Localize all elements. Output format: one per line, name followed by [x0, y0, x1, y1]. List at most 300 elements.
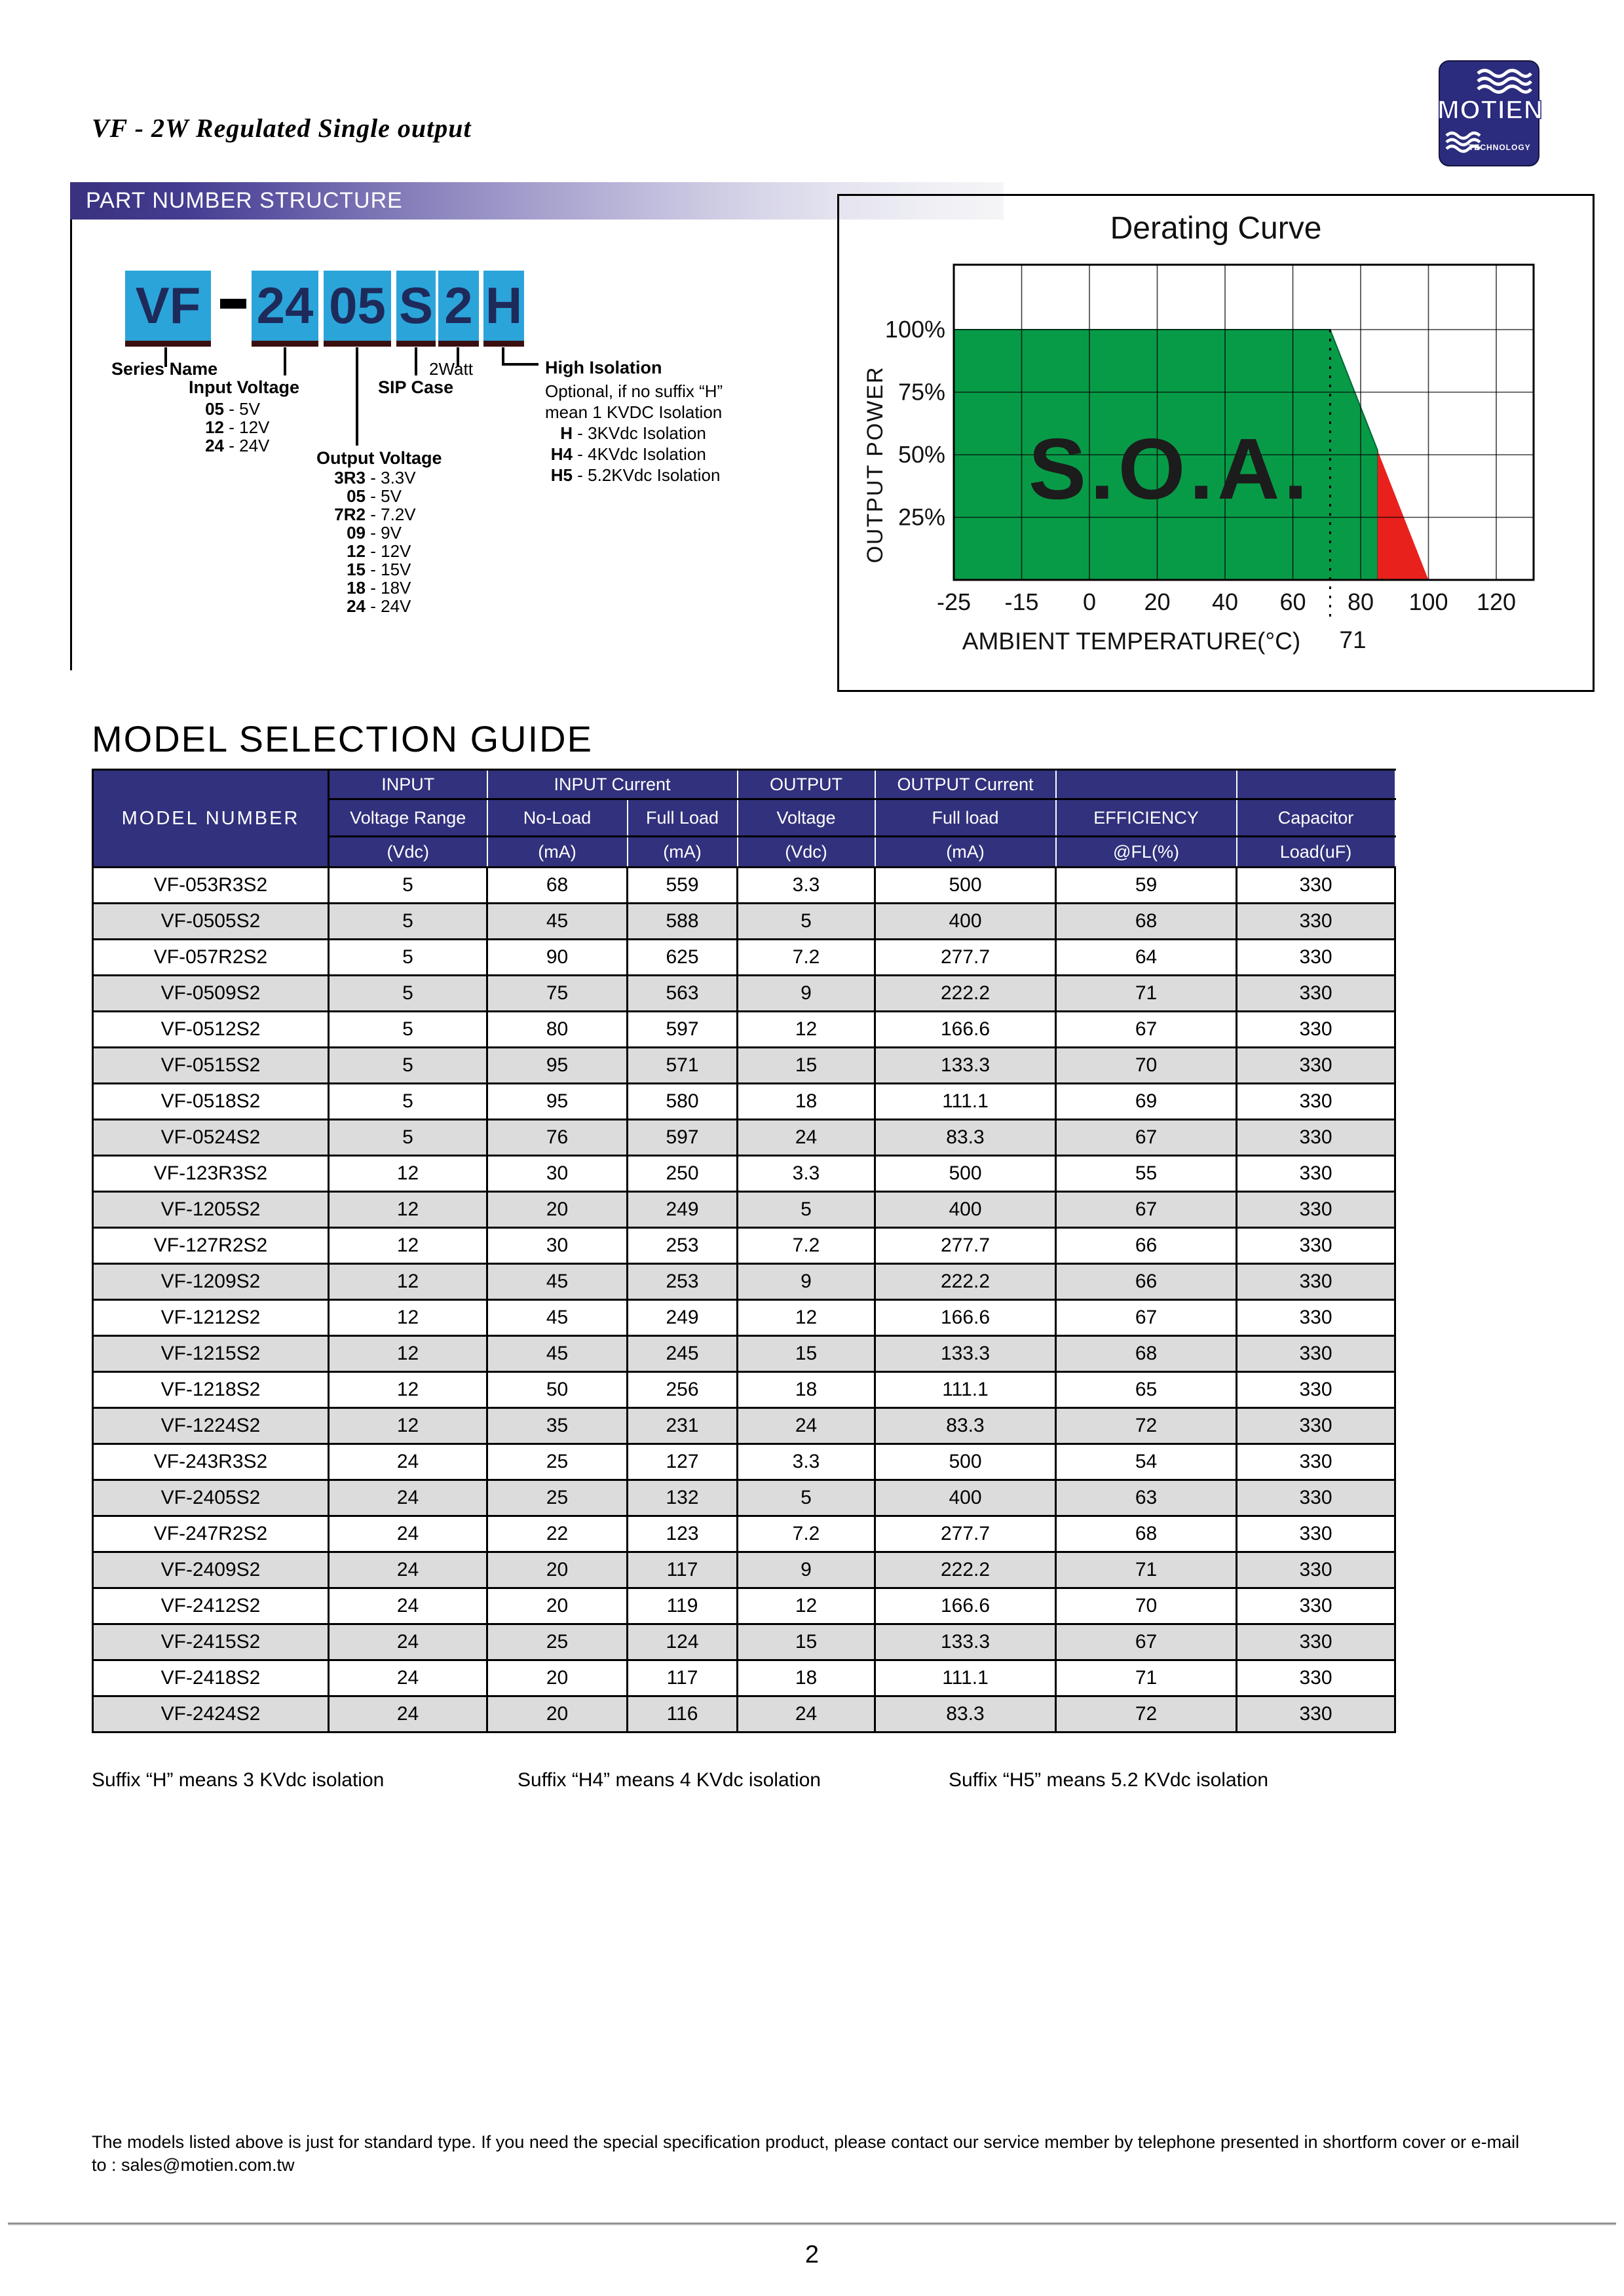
value-cell: 54: [1056, 1444, 1237, 1480]
model-selection-title: MODEL SELECTION GUIDE: [92, 718, 593, 759]
value-cell: 500: [875, 1444, 1056, 1480]
high-isolation-item: [545, 465, 720, 486]
value-cell: 117: [628, 1552, 738, 1588]
input-voltage-code: 24: [205, 436, 224, 455]
x-tick-100: 100: [1408, 588, 1448, 615]
value-cell: 111.1: [875, 1372, 1056, 1408]
value-cell: 15: [738, 1048, 875, 1084]
model-number-cell: VF-0518S2: [93, 1084, 329, 1120]
high-isolation-heading: High Isolation: [545, 358, 662, 377]
value-cell: 330: [1237, 1660, 1395, 1696]
model-number-cell: VF-2415S2: [93, 1624, 329, 1660]
x-axis-title: AMBIENT TEMPERATURE(°C): [962, 628, 1301, 655]
value-cell: 55: [1056, 1156, 1237, 1192]
input-voltage-value: - 12V: [224, 417, 270, 437]
table-row: [93, 940, 1395, 976]
model-number-cell: VF-1218S2: [93, 1372, 329, 1408]
output-voltage-code: 24: [347, 596, 366, 616]
y-axis-title: OUTPUT POWER: [863, 366, 888, 564]
value-cell: 5: [329, 1048, 487, 1084]
value-cell: 24: [738, 1120, 875, 1156]
high-isolation-value: - 4KVdc Isolation: [573, 444, 706, 464]
model-number-cell: VF-1215S2: [93, 1336, 329, 1372]
value-cell: 80: [487, 1012, 628, 1048]
value-cell: 15: [738, 1624, 875, 1660]
value-cell: 330: [1237, 1048, 1395, 1084]
header-no-load: No-Load: [487, 799, 628, 837]
value-cell: 133.3: [875, 1624, 1056, 1660]
table-row: [93, 1012, 1395, 1048]
value-cell: 5: [329, 1012, 487, 1048]
value-cell: 330: [1237, 1372, 1395, 1408]
value-cell: 95: [487, 1048, 628, 1084]
value-cell: 12: [329, 1408, 487, 1444]
table-row: [93, 868, 1395, 904]
value-cell: 67: [1056, 1300, 1237, 1336]
model-number-cell: VF-057R2S2: [93, 940, 329, 976]
model-number-cell: VF-0505S2: [93, 904, 329, 940]
model-number-cell: VF-1205S2: [93, 1192, 329, 1228]
value-cell: 500: [875, 868, 1056, 904]
value-cell: 18: [738, 1084, 875, 1120]
model-number-cell: VF-0524S2: [93, 1120, 329, 1156]
value-cell: 67: [1056, 1120, 1237, 1156]
value-cell: 24: [329, 1588, 487, 1624]
value-cell: 400: [875, 904, 1056, 940]
value-cell: 69: [1056, 1084, 1237, 1120]
value-cell: 75: [487, 976, 628, 1012]
high-isolation-line1: Optional, if no suffix “H”: [545, 381, 723, 401]
value-cell: 330: [1237, 1264, 1395, 1300]
value-cell: 83.3: [875, 1408, 1056, 1444]
model-number-cell: VF-1209S2: [93, 1264, 329, 1300]
page-title: VF - 2W Regulated Single output: [92, 113, 472, 143]
value-cell: 24: [329, 1516, 487, 1552]
output-voltage-code: 12: [347, 541, 366, 561]
soa-annotation: S.O.A.: [1028, 421, 1312, 517]
value-cell: 5: [329, 976, 487, 1012]
output-voltage-value: - 24V: [366, 596, 411, 616]
value-cell: 500: [875, 1156, 1056, 1192]
input-voltage-code: 12: [205, 417, 224, 437]
output-voltage-value: - 5V: [366, 486, 402, 506]
value-cell: 20: [487, 1588, 628, 1624]
value-cell: 20: [487, 1660, 628, 1696]
value-cell: 123: [628, 1516, 738, 1552]
value-cell: 83.3: [875, 1120, 1056, 1156]
derating-curve-chart: [839, 255, 1593, 687]
value-cell: 68: [487, 868, 628, 904]
high-isolation-value: - 5.2KVdc Isolation: [573, 465, 721, 485]
value-cell: 559: [628, 868, 738, 904]
value-cell: 66: [1056, 1264, 1237, 1300]
value-cell: 330: [1237, 1228, 1395, 1264]
input-voltage-value: - 5V: [224, 399, 260, 419]
output-voltage-value: - 9V: [366, 523, 402, 543]
value-cell: 24: [329, 1660, 487, 1696]
value-cell: 111.1: [875, 1660, 1056, 1696]
value-cell: 3.3: [738, 1444, 875, 1480]
high-isolation-code: H5: [550, 465, 573, 485]
header-unit-vdc-in: (Vdc): [329, 837, 487, 868]
model-selection-table: [92, 769, 1396, 1733]
value-cell: 71: [1056, 1552, 1237, 1588]
value-cell: 67: [1056, 1012, 1237, 1048]
value-cell: 24: [738, 1696, 875, 1732]
leader-line-2: [356, 347, 358, 446]
input-voltage-item: [197, 436, 269, 456]
output-voltage-value: - 12V: [366, 541, 411, 561]
header-capacitor: Capacitor: [1237, 799, 1395, 837]
value-cell: 18: [738, 1660, 875, 1696]
header-full-load-in: Full Load: [628, 799, 738, 837]
value-cell: 25: [487, 1444, 628, 1480]
value-cell: 231: [628, 1408, 738, 1444]
output-voltage-value: - 18V: [366, 578, 411, 598]
value-cell: 70: [1056, 1048, 1237, 1084]
value-cell: 59: [1056, 868, 1237, 904]
value-cell: 119: [628, 1588, 738, 1624]
x-tick-120: 120: [1476, 588, 1517, 615]
input-voltage-code: 05: [205, 399, 224, 419]
header-group-input: INPUT: [329, 770, 487, 799]
value-cell: 20: [487, 1192, 628, 1228]
y-tick-75: 75%: [897, 378, 945, 406]
value-cell: 12: [738, 1012, 875, 1048]
value-cell: 330: [1237, 1480, 1395, 1516]
value-cell: 597: [628, 1012, 738, 1048]
output-voltage-item: [316, 486, 402, 507]
output-voltage-code: 15: [347, 560, 366, 579]
footer-disclaimer: [92, 2131, 1579, 2177]
table-row: [93, 1084, 1395, 1120]
value-cell: 133.3: [875, 1336, 1056, 1372]
x-tick-0: 0: [1082, 588, 1097, 615]
value-cell: 253: [628, 1264, 738, 1300]
value-cell: 563: [628, 976, 738, 1012]
value-cell: 70: [1056, 1588, 1237, 1624]
model-number-cell: VF-1212S2: [93, 1300, 329, 1336]
value-cell: 45: [487, 1336, 628, 1372]
suffix-note-1: Suffix “H” means 3 KVdc isolation: [92, 1769, 385, 1791]
output-voltage-value: - 3.3V: [366, 468, 416, 488]
value-cell: 277.7: [875, 1516, 1056, 1552]
value-cell: 90: [487, 940, 628, 976]
value-cell: 117: [628, 1660, 738, 1696]
watt-label: 2Watt: [429, 359, 473, 379]
value-cell: 111.1: [875, 1084, 1056, 1120]
derating-curve-panel: [837, 194, 1595, 692]
value-cell: 166.6: [875, 1012, 1056, 1048]
value-cell: 124: [628, 1624, 738, 1660]
header-unit-cap: Load(uF): [1237, 837, 1395, 868]
x-tick--15: -15: [1004, 588, 1039, 615]
header-full-load-out: Full load: [875, 799, 1056, 837]
value-cell: 64: [1056, 940, 1237, 976]
high-isolation-item: [545, 423, 706, 444]
value-cell: 24: [329, 1480, 487, 1516]
input-voltage-heading: Input Voltage: [189, 377, 299, 397]
overload-region: [1378, 451, 1429, 581]
value-cell: 5: [329, 1120, 487, 1156]
x-tick-40: 40: [1211, 588, 1239, 615]
value-cell: 253: [628, 1228, 738, 1264]
value-cell: 330: [1237, 976, 1395, 1012]
value-cell: 330: [1237, 940, 1395, 976]
table-row: [93, 1228, 1395, 1264]
value-cell: 72: [1056, 1408, 1237, 1444]
page-number: 2: [804, 2241, 820, 2268]
value-cell: 116: [628, 1696, 738, 1732]
value-cell: 65: [1056, 1372, 1237, 1408]
value-cell: 24: [738, 1408, 875, 1444]
header-model-number: MODEL NUMBER: [93, 770, 329, 868]
value-cell: 330: [1237, 1444, 1395, 1480]
value-cell: 9: [738, 1552, 875, 1588]
output-voltage-code: 7R2: [334, 505, 366, 524]
value-cell: 12: [329, 1300, 487, 1336]
value-cell: 330: [1237, 1552, 1395, 1588]
model-number-cell: VF-1224S2: [93, 1408, 329, 1444]
value-cell: 12: [329, 1264, 487, 1300]
output-voltage-item: [316, 541, 411, 562]
value-cell: 5: [329, 904, 487, 940]
input-voltage-item: [197, 417, 269, 438]
value-cell: 63: [1056, 1480, 1237, 1516]
value-cell: 127: [628, 1444, 738, 1480]
disclaimer-line1: The models listed above is just for standard type. If you need the special specification product, please contact our service member by telephone presented in shortform cover or e-mail: [92, 2132, 1520, 2152]
value-cell: 66: [1056, 1228, 1237, 1264]
value-cell: 76: [487, 1120, 628, 1156]
value-cell: 24: [329, 1624, 487, 1660]
model-number-cell: VF-2409S2: [93, 1552, 329, 1588]
value-cell: 400: [875, 1192, 1056, 1228]
table-header: [93, 770, 1395, 868]
value-cell: 95: [487, 1084, 628, 1120]
value-cell: 277.7: [875, 940, 1056, 976]
header-group-output-current: OUTPUT Current: [875, 770, 1056, 799]
model-number-cell: VF-243R3S2: [93, 1444, 329, 1480]
value-cell: 7.2: [738, 1516, 875, 1552]
table-row: [93, 1300, 1395, 1336]
model-number-cell: VF-2418S2: [93, 1660, 329, 1696]
value-cell: 330: [1237, 868, 1395, 904]
value-cell: 330: [1237, 1120, 1395, 1156]
output-voltage-value: - 7.2V: [366, 505, 416, 524]
value-cell: 12: [329, 1372, 487, 1408]
leader-line-1: [284, 347, 286, 375]
output-voltage-code: 05: [347, 486, 366, 506]
model-number-cell: VF-2412S2: [93, 1588, 329, 1624]
header-group-input-current: INPUT Current: [487, 770, 738, 799]
table-row: [93, 1264, 1395, 1300]
table-row: [93, 1156, 1395, 1192]
value-cell: 5: [329, 1084, 487, 1120]
value-cell: 83.3: [875, 1696, 1056, 1732]
value-cell: 166.6: [875, 1588, 1056, 1624]
header-group-blank-2: [1237, 770, 1395, 799]
logo-waves-top-icon: [1477, 68, 1533, 96]
value-cell: 67: [1056, 1624, 1237, 1660]
company-logo: [1437, 60, 1543, 166]
table-row: [93, 904, 1395, 940]
logo-brand-text: MOTIEN: [1437, 96, 1543, 124]
output-voltage-heading: Output Voltage: [316, 448, 442, 468]
high-isolation-code: H4: [550, 444, 573, 464]
value-cell: 68: [1056, 1336, 1237, 1372]
value-cell: 400: [875, 1480, 1056, 1516]
value-cell: 330: [1237, 1588, 1395, 1624]
table-row: [93, 1588, 1395, 1624]
high-isolation-line2: mean 1 KVDC Isolation: [545, 402, 723, 422]
table-body: [93, 868, 1395, 1732]
value-cell: 24: [329, 1444, 487, 1480]
value-cell: 12: [738, 1588, 875, 1624]
disclaimer-line2: to : sales@motien.com.tw: [92, 2155, 295, 2175]
output-voltage-item: [316, 578, 411, 598]
value-cell: 222.2: [875, 1264, 1056, 1300]
table-row: [93, 1624, 1395, 1660]
value-cell: 588: [628, 904, 738, 940]
value-cell: 12: [329, 1156, 487, 1192]
value-cell: 133.3: [875, 1048, 1056, 1084]
value-cell: 12: [329, 1336, 487, 1372]
table-row: [93, 1660, 1395, 1696]
x-tick-60: 60: [1279, 588, 1306, 615]
value-cell: 24: [329, 1696, 487, 1732]
table-row: [93, 1444, 1395, 1480]
value-cell: 35: [487, 1408, 628, 1444]
value-cell: 5: [738, 904, 875, 940]
model-number-cell: VF-247R2S2: [93, 1516, 329, 1552]
suffix-note-3: Suffix “H5” means 5.2 KVdc isolation: [949, 1769, 1269, 1791]
value-cell: 25: [487, 1624, 628, 1660]
part-number-dash: [220, 299, 246, 309]
output-voltage-item: [316, 560, 411, 580]
header-unit-vdc-out: (Vdc): [738, 837, 875, 868]
logo-subtitle: TECHNOLOGY: [1469, 143, 1531, 152]
model-number-cell: VF-2424S2: [93, 1696, 329, 1732]
output-voltage-code: 3R3: [334, 468, 366, 488]
value-cell: 580: [628, 1084, 738, 1120]
table-row: [93, 1696, 1395, 1732]
y-tick-100: 100%: [884, 316, 945, 343]
value-cell: 72: [1056, 1696, 1237, 1732]
output-voltage-item: [316, 468, 416, 488]
part-number-box-s: S: [396, 271, 436, 347]
value-cell: 12: [329, 1228, 487, 1264]
value-cell: 71: [1056, 1660, 1237, 1696]
model-number-cell: VF-123R3S2: [93, 1156, 329, 1192]
table-row: [93, 1120, 1395, 1156]
header-group-output: OUTPUT: [738, 770, 875, 799]
table-row: [93, 1516, 1395, 1552]
series-name-label: Series Name: [111, 359, 218, 379]
value-cell: 45: [487, 904, 628, 940]
high-isolation-value: - 3KVdc Isolation: [573, 423, 706, 443]
x-tick-80: 80: [1347, 588, 1374, 615]
header-efficiency: EFFICIENCY: [1056, 799, 1237, 837]
derating-curve-title: Derating Curve: [1110, 211, 1322, 246]
output-voltage-item: [316, 523, 402, 543]
value-cell: 12: [329, 1192, 487, 1228]
value-cell: 249: [628, 1192, 738, 1228]
high-isolation-code: H: [560, 423, 573, 443]
model-number-cell: VF-0509S2: [93, 976, 329, 1012]
x-tick-20: 20: [1144, 588, 1171, 615]
value-cell: 222.2: [875, 1552, 1056, 1588]
header-group-blank-1: [1056, 770, 1237, 799]
value-cell: 45: [487, 1264, 628, 1300]
value-cell: 132: [628, 1480, 738, 1516]
table-row: [93, 1336, 1395, 1372]
value-cell: 625: [628, 940, 738, 976]
value-cell: 20: [487, 1552, 628, 1588]
value-cell: 3.3: [738, 1156, 875, 1192]
leader-line-3: [415, 347, 417, 375]
table-row: [93, 1192, 1395, 1228]
value-cell: 330: [1237, 1084, 1395, 1120]
section-left-border: [70, 220, 72, 670]
table-row: [93, 1372, 1395, 1408]
value-cell: 18: [738, 1372, 875, 1408]
table-row: [93, 1048, 1395, 1084]
sip-case-label: SIP Case: [378, 377, 454, 397]
value-cell: 330: [1237, 1696, 1395, 1732]
model-number-cell: VF-127R2S2: [93, 1228, 329, 1264]
model-number-cell: VF-0512S2: [93, 1012, 329, 1048]
value-cell: 5: [329, 868, 487, 904]
x-tick--25: -25: [936, 588, 972, 615]
value-cell: 24: [329, 1552, 487, 1588]
header-voltage-range: Voltage Range: [329, 799, 487, 837]
table-row: [93, 976, 1395, 1012]
part-number-box-vf: VF: [125, 271, 211, 347]
value-cell: 20: [487, 1696, 628, 1732]
value-cell: 68: [1056, 1516, 1237, 1552]
value-cell: 330: [1237, 1408, 1395, 1444]
value-cell: 330: [1237, 1300, 1395, 1336]
value-cell: 5: [738, 1192, 875, 1228]
value-cell: 5: [738, 1480, 875, 1516]
output-voltage-item: [316, 505, 416, 525]
value-cell: 330: [1237, 1012, 1395, 1048]
value-cell: 50: [487, 1372, 628, 1408]
y-tick-25: 25%: [897, 503, 945, 531]
header-unit-ma-out: (mA): [875, 837, 1056, 868]
footer-divider: [8, 2223, 1616, 2225]
value-cell: 330: [1237, 1336, 1395, 1372]
value-cell: 330: [1237, 904, 1395, 940]
value-cell: 249: [628, 1300, 738, 1336]
table-row: [93, 1408, 1395, 1444]
header-voltage: Voltage: [738, 799, 875, 837]
model-number-cell: VF-053R3S2: [93, 868, 329, 904]
value-cell: 9: [738, 1264, 875, 1300]
value-cell: 330: [1237, 1156, 1395, 1192]
leader-line-elbow: [502, 363, 538, 366]
value-cell: 330: [1237, 1516, 1395, 1552]
y-tick-50: 50%: [897, 441, 945, 468]
part-number-box-24: 24: [252, 271, 318, 347]
value-cell: 571: [628, 1048, 738, 1084]
high-isolation-item: [545, 444, 706, 465]
output-voltage-code: 18: [347, 578, 366, 598]
output-voltage-item: [316, 596, 411, 617]
value-cell: 30: [487, 1228, 628, 1264]
value-cell: 256: [628, 1372, 738, 1408]
model-number-cell: VF-0515S2: [93, 1048, 329, 1084]
